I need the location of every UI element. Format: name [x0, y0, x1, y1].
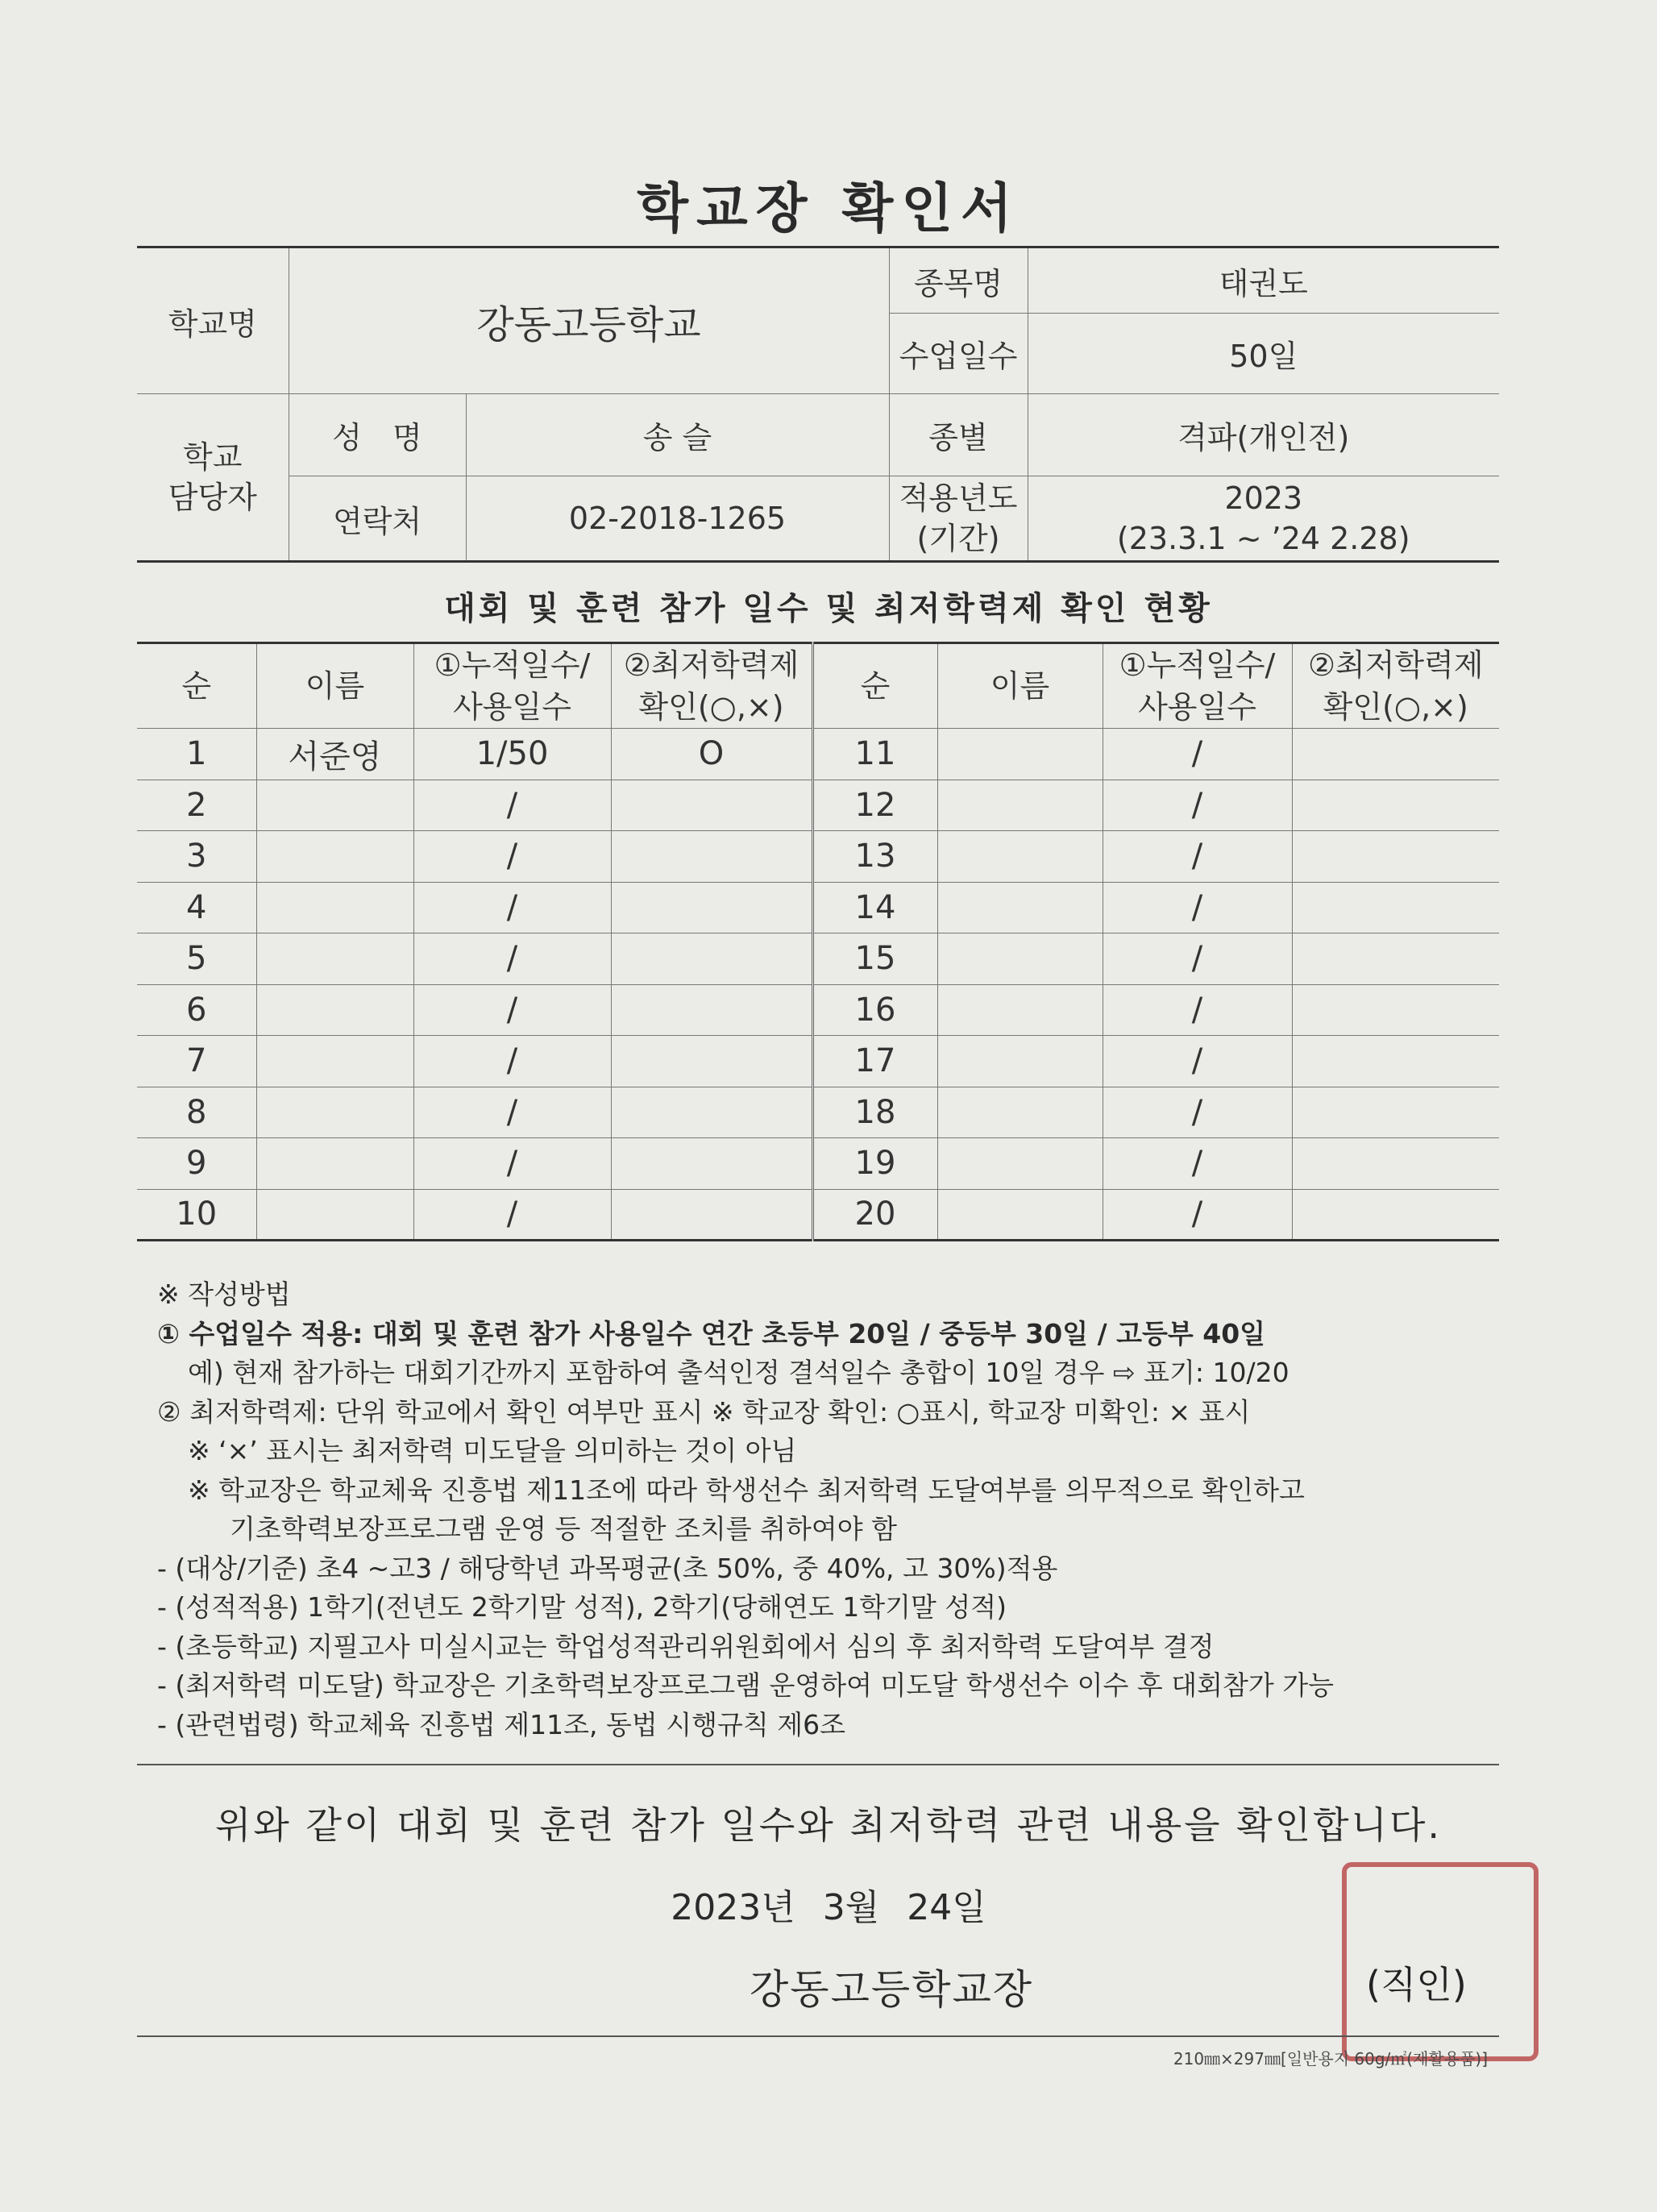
row-name-right: [937, 1036, 1103, 1087]
category-value: 격파(개인전): [1028, 394, 1499, 476]
row-check-left: O: [611, 729, 812, 780]
header-days-left: ①누적일수/ 사용일수: [413, 643, 611, 729]
row-num-left: 9: [137, 1138, 256, 1190]
row-num-right: 15: [812, 933, 937, 985]
header-name-right: 이름: [937, 643, 1103, 729]
row-check-left: [611, 780, 812, 831]
note-1: ① 수업일수 적용: 대회 및 훈련 참가 사용일수 연간 초등부 20일 / 중등부 30일 / 고등부 40일: [157, 1317, 1266, 1349]
contact-label: 연락처: [289, 476, 466, 562]
row-check-right: [1292, 1189, 1499, 1241]
row-days-left: /: [413, 933, 611, 985]
row-name-left: [256, 1087, 413, 1138]
note-1-example: 예) 현재 참가하는 대회기간까지 포함하여 출석인정 결석일수 총합이 10일 경우 ⇨ 표기: 10/20: [188, 1357, 1289, 1388]
table-subtitle: 대회 및 훈련 참가 일수 및 최저학력제 확인 현황: [444, 590, 1213, 627]
row-name-left: [256, 933, 413, 985]
row-days-left: /: [413, 1189, 611, 1241]
row-num-left: 5: [137, 933, 256, 985]
issue-date: 2023년 3월 24일: [671, 1887, 986, 1928]
row-num-left: 2: [137, 780, 256, 831]
row-check-left: [611, 1138, 812, 1190]
participation-table: [137, 642, 1499, 1241]
header-num-left: 순: [137, 643, 256, 729]
row-check-right: [1292, 984, 1499, 1036]
row-days-left: /: [413, 831, 611, 883]
row-num-left: 7: [137, 1036, 256, 1087]
row-days-right: /: [1103, 1036, 1292, 1087]
class-days-label: 수업일수: [889, 314, 1028, 394]
table-row: [137, 1036, 1499, 1087]
header-num-right: 순: [812, 643, 937, 729]
row-num-right: 13: [812, 831, 937, 883]
principal-title: 강동고등학교장: [750, 1966, 1034, 2013]
row-name-left: [256, 1189, 413, 1241]
row-days-right: /: [1103, 933, 1292, 985]
divider-top: [137, 1764, 1499, 1765]
row-name-right: [937, 1189, 1103, 1241]
category-label: 종별: [889, 394, 1028, 476]
notes-heading: ※ 작성방법: [157, 1279, 291, 1310]
row-days-left: /: [413, 984, 611, 1036]
row-days-left: /: [413, 1036, 611, 1087]
row-check-left: [611, 933, 812, 985]
row-name-right: [937, 933, 1103, 985]
instructions: [157, 1275, 1511, 1744]
manager-label: 학교 담당자: [137, 394, 289, 562]
row-num-left: 10: [137, 1189, 256, 1241]
row-name-right: [937, 984, 1103, 1036]
row-name-right: [937, 882, 1103, 933]
row-num-right: 16: [812, 984, 937, 1036]
row-name-right: [937, 1087, 1103, 1138]
row-days-left: /: [413, 780, 611, 831]
table-row: [137, 1189, 1499, 1241]
sport-label: 종목명: [889, 247, 1028, 314]
row-num-left: 1: [137, 729, 256, 780]
row-name-left: [256, 1138, 413, 1190]
row-check-right: [1292, 1087, 1499, 1138]
header-check-left: ②최저학력제 확인(○,×): [611, 643, 812, 729]
row-check-left: [611, 1036, 812, 1087]
row-num-right: 11: [812, 729, 937, 780]
note-2b: ※ 학교장은 학교체육 진흥법 제11조에 따라 학생선수 최저학력 도달여부를 의무적으로 확인하고: [188, 1474, 1305, 1506]
row-name-right: [937, 1138, 1103, 1190]
row-name-left: [256, 984, 413, 1036]
row-name-left: [256, 1036, 413, 1087]
row-name-left: [256, 831, 413, 883]
sport-value: 태권도: [1028, 247, 1499, 314]
row-check-left: [611, 882, 812, 933]
header-days-right: ①누적일수/ 사용일수: [1103, 643, 1292, 729]
row-name-left: 서준영: [256, 729, 413, 780]
row-days-right: /: [1103, 1138, 1292, 1190]
row-check-left: [611, 1087, 812, 1138]
row-name-right: [937, 780, 1103, 831]
seal-label: (직인): [1366, 1963, 1467, 2006]
table-row: [137, 729, 1499, 780]
contact-value: 02-2018-1265: [466, 476, 889, 562]
detail-2: - (성적적용) 1학기(전년도 2학기말 성적), 2학기(당해연도 1학기말 성적): [157, 1591, 1007, 1623]
detail-3: - (초등학교) 지필고사 미실시교는 학업성적관리위원회에서 심의 후 최저학력 도달여부 결정: [157, 1630, 1215, 1662]
school-info-table: [137, 246, 1499, 563]
row-name-left: [256, 882, 413, 933]
row-days-left: /: [413, 1087, 611, 1138]
manager-name-label: 성 명: [289, 394, 466, 476]
table-row: [137, 933, 1499, 985]
row-num-left: 6: [137, 984, 256, 1036]
detail-1: - (대상/기준) 초4 ~고3 / 해당학년 과목평균(초 50%, 중 40%, 고 30%)적용: [157, 1552, 1058, 1584]
row-check-right: [1292, 831, 1499, 883]
detail-5: - (관련법령) 학교체육 진흥법 제11조, 동법 시행규칙 제6조: [157, 1708, 845, 1740]
table-row: [137, 882, 1499, 933]
document-title: 학교장 확인서: [637, 177, 1020, 239]
paper-spec: 210㎜×297㎜[일반용지 60g/㎡(재활용품)]: [1173, 2049, 1488, 2069]
row-name-left: [256, 780, 413, 831]
detail-4: - (최저학력 미도달) 학교장은 기초학력보장프로그램 운영하여 미도달 학생선수 이수 후 대회참가 가능: [157, 1669, 1335, 1701]
row-days-right: /: [1103, 729, 1292, 780]
year-label: 적용년도 (기간): [889, 476, 1028, 562]
row-num-right: 18: [812, 1087, 937, 1138]
row-check-right: [1292, 882, 1499, 933]
row-days-left: /: [413, 882, 611, 933]
header-name-left: 이름: [256, 643, 413, 729]
row-num-left: 3: [137, 831, 256, 883]
school-name-value: 강동고등학교: [289, 247, 889, 394]
table-row: [137, 1138, 1499, 1190]
row-num-right: 19: [812, 1138, 937, 1190]
table-row: [137, 831, 1499, 883]
row-days-left: /: [413, 1138, 611, 1190]
note-2a: ※ ‘×’ 표시는 최저학력 미도달을 의미하는 것이 아님: [188, 1435, 797, 1466]
row-check-right: [1292, 933, 1499, 985]
row-days-right: /: [1103, 1189, 1292, 1241]
row-check-right: [1292, 729, 1499, 780]
row-days-right: /: [1103, 1087, 1292, 1138]
row-num-left: 8: [137, 1087, 256, 1138]
table-row: [137, 1087, 1499, 1138]
row-check-right: [1292, 1036, 1499, 1087]
table-row: [137, 780, 1499, 831]
row-name-right: [937, 729, 1103, 780]
note-2b-cont: 기초학력보장프로그램 운영 등 적절한 조치를 취하여야 함: [230, 1513, 898, 1545]
row-num-right: 12: [812, 780, 937, 831]
row-days-right: /: [1103, 831, 1292, 883]
note-2: ② 최저학력제: 단위 학교에서 확인 여부만 표시 ※ 학교장 확인: ○표시, 학교장 미확인: × 표시: [157, 1395, 1251, 1428]
row-name-right: [937, 831, 1103, 883]
confirmation-statement: 위와 같이 대회 및 훈련 참가 일수와 최저학력 관련 내용을 확인합니다.: [214, 1803, 1443, 1847]
row-check-right: [1292, 1138, 1499, 1190]
year-value: 2023 (23.3.1 ~ ’24 2.28): [1028, 476, 1499, 562]
row-num-left: 4: [137, 882, 256, 933]
manager-name-value: 송 슬: [466, 394, 889, 476]
row-days-right: /: [1103, 984, 1292, 1036]
row-num-right: 20: [812, 1189, 937, 1241]
row-check-right: [1292, 780, 1499, 831]
table-row: [137, 984, 1499, 1036]
row-check-left: [611, 831, 812, 883]
divider-bottom: [137, 2035, 1499, 2037]
row-days-right: /: [1103, 882, 1292, 933]
row-days-right: /: [1103, 780, 1292, 831]
class-days-value: 50일: [1028, 314, 1499, 394]
row-check-left: [611, 1189, 812, 1241]
row-num-right: 17: [812, 1036, 937, 1087]
school-name-label: 학교명: [137, 247, 289, 394]
row-days-left: 1/50: [413, 729, 611, 780]
row-num-right: 14: [812, 882, 937, 933]
row-check-left: [611, 984, 812, 1036]
header-check-right: ②최저학력제 확인(○,×): [1292, 643, 1499, 729]
